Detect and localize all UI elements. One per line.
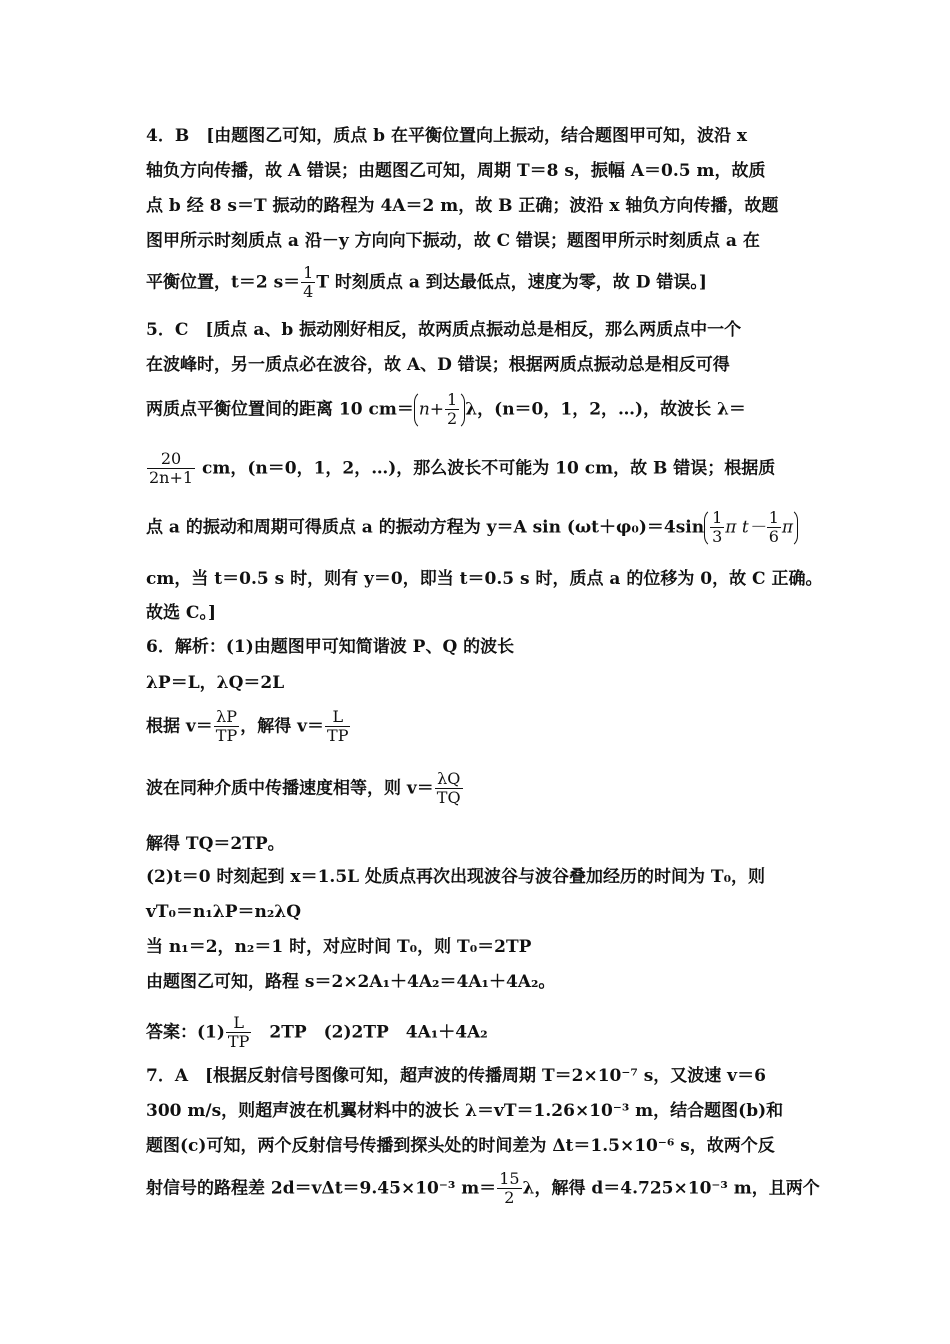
denominator: 4 (303, 282, 314, 302)
q5-line-5 (146, 508, 798, 548)
q6-line-6: (2)t＝0 时刻起到 x＝1.5L 处质点再次出现波谷与波谷叠加经历的时间为 T₀，则 (146, 867, 766, 887)
q4-line-2: 轴负方向传播，故 A 错误；由题图乙可知，周期 T＝8 s，振幅 A＝0.5 m，故质 (146, 161, 766, 181)
q6-line-7: vT₀＝n₁λP＝n₂λQ (146, 902, 302, 922)
q6-line-3-a: 根据 v＝ (146, 716, 213, 737)
fraction-one-half (445, 391, 459, 429)
q5-line-6: cm，当 t＝0.5 s 时，则有 y＝0，即当 t＝0.5 s 时，质点 a 的位移为 0，故 C 正确。 (146, 569, 823, 589)
q6-answer (146, 1014, 488, 1052)
q6-line-9: 由题图乙可知，路程 s＝2×2A₁＋4A₂＝4A₁＋4A₂。 (146, 972, 556, 992)
q4-line-1: 4．B [由题图乙可知，质点 b 在平衡位置向上振动，结合题图甲可知，波沿 x (146, 126, 748, 146)
q7-line-4-b: λ，解得 d＝4.725×10⁻³ m，且两个 (522, 1178, 820, 1199)
denominator: 3 (712, 527, 723, 547)
q4-line-5 (146, 264, 707, 302)
fraction-lambdaQ-TQ (435, 770, 463, 808)
paren-phase (704, 508, 798, 548)
n-plus-text: n+ (418, 399, 445, 420)
fraction-one-third (710, 509, 724, 547)
q5-line-3-a: 两质点平衡位置间的距离 10 cm＝ (146, 399, 414, 420)
q6-line-5: 解得 TQ＝2TP。 (146, 834, 285, 854)
q4-line-5-b: T 时刻质点 a 到达最低点，速度为零，故 D 错误。] (316, 272, 707, 293)
fraction-one-sixth (767, 509, 781, 547)
q4-line-3: 点 b 经 8 s＝T 振动的路程为 4A＝2 m，故 B 正确；波沿 x 轴负方向传播，故题 (146, 196, 779, 216)
q5-line-2: 在波峰时，另一质点必在波谷，故 A、D 错误；根据两质点振动总是相反可得 (146, 355, 730, 375)
numerator: 1 (768, 508, 779, 527)
q5-line-3-b: λ，(n＝0，1，2，…)，故波长 λ＝ (465, 399, 746, 420)
q5-line-4 (146, 450, 775, 488)
numerator: 1 (447, 390, 458, 409)
denominator: TP (327, 726, 349, 746)
numerator: 15 (499, 1169, 520, 1188)
fraction-one-quarter (301, 264, 315, 302)
q6-line-4-text: 波在同种介质中传播速度相等，则 v＝ (146, 778, 434, 799)
numerator: L (226, 1014, 251, 1033)
pi-t-text: π t－ (725, 517, 766, 538)
q6-line-3-b: ，解得 v＝ (240, 716, 325, 737)
denominator: 6 (768, 527, 779, 547)
q5-line-5-text: 点 a 的振动和周期可得质点 a 的振动方程为 y＝A sin (ωt＋φ₀)＝4sin (146, 517, 705, 538)
numerator: L (325, 708, 350, 727)
fraction-L-TP (325, 708, 350, 746)
numerator: 1 (712, 508, 723, 527)
denominator: TP (227, 1032, 250, 1052)
q6-answer-b: 2TP (2)2TP 4A₁＋4A₂ (252, 1022, 488, 1043)
fraction-answer-L-TP (226, 1014, 251, 1052)
q6-line-1: 6．解析：(1)由题图甲可知简谐波 P、Q 的波长 (146, 637, 515, 657)
numerator: 1 (303, 263, 314, 282)
q5-line-4-text: cm，(n＝0，1，2，…)，那么波长不可能为 10 cm，故 B 错误；根据质 (196, 458, 776, 479)
q4-line-4: 图甲所示时刻质点 a 沿－y 方向向下振动，故 C 错误；题图甲所示时刻质点 a 在 (146, 231, 760, 251)
denominator: 2 (504, 1188, 515, 1208)
q5-line-3 (146, 390, 746, 430)
q5-line-7: 故选 C。] (146, 603, 216, 623)
denominator: TP (215, 726, 238, 746)
pi-text: π (781, 517, 794, 538)
q7-line-4-a: 射信号的路程差 2d＝vΔt＝9.45×10⁻³ m＝ (146, 1178, 497, 1199)
denominator: TQ (436, 788, 461, 808)
q6-line-4 (146, 770, 464, 808)
q7-line-1: 7．A [根据反射信号图像可知，超声波的传播周期 T＝2×10⁻⁷ s，又波速 v＝6 (146, 1066, 766, 1086)
fraction-lambdaP-TP (214, 708, 239, 746)
q7-line-4 (146, 1170, 820, 1208)
denominator: 2 (447, 409, 458, 429)
numerator: λP (214, 708, 239, 727)
q5-line-1: 5．C [质点 a、b 振动刚好相反，故两质点振动总是相反，那么两质点中一个 (146, 320, 742, 340)
q7-line-2: 300 m/s，则超声波在机翼材料中的波长 λ＝vT＝1.26×10⁻³ m，结合题图(b)和 (146, 1101, 784, 1121)
denominator: 2n+1 (149, 468, 194, 488)
paren-expression (414, 390, 465, 430)
numerator: λQ (435, 770, 463, 789)
q6-line-3 (146, 708, 351, 746)
q6-line-8: 当 n₁＝2，n₂＝1 时，对应时间 T₀，则 T₀＝2TP (146, 937, 532, 957)
q6-line-2: λP＝L，λQ＝2L (146, 673, 285, 693)
fraction-fifteen-half (497, 1170, 521, 1208)
numerator: 20 (147, 450, 195, 469)
q7-line-3: 题图(c)可知，两个反射信号传播到探头处的时间差为 Δt＝1.5×10⁻⁶ s，故两个反 (146, 1136, 775, 1156)
q6-answer-a: 答案：(1) (146, 1022, 225, 1043)
q4-line-5-a: 平衡位置，t＝2 s＝ (146, 272, 301, 293)
fraction-wavelength (147, 450, 195, 488)
